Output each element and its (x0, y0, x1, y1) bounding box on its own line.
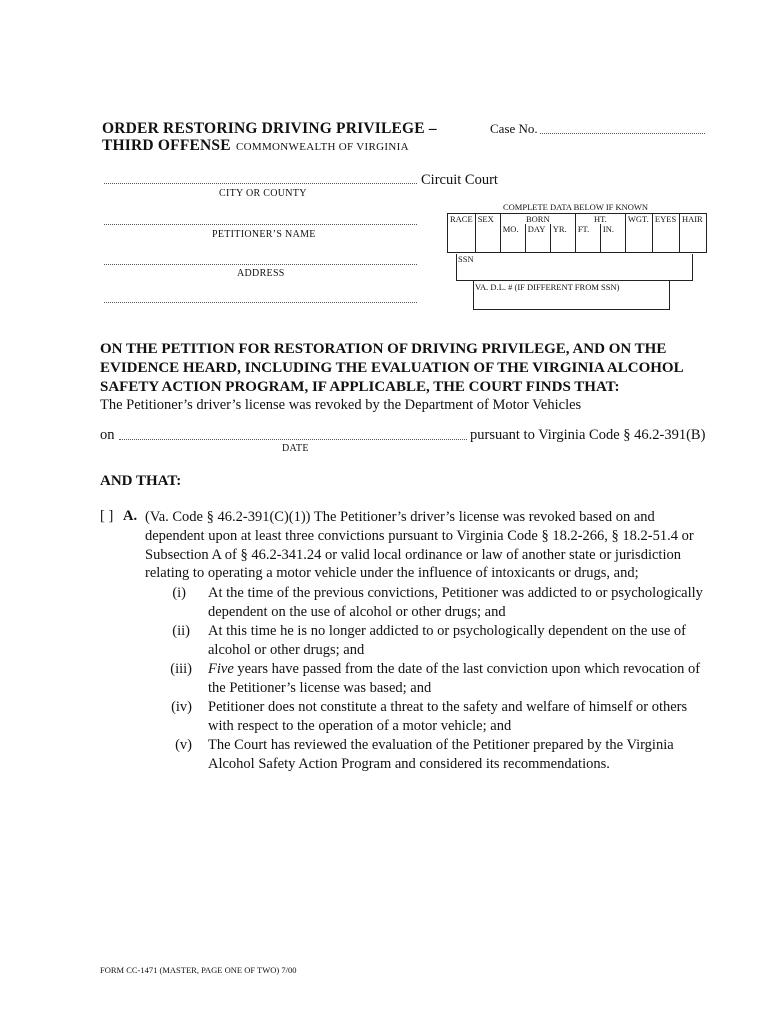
item-v-text: The Court has reviewed the evaluation of the Petitioner prepared by the Virginia Alcohol Safety Action Program and considered its recommendations. (208, 737, 674, 772)
option-a-line4: relating to operating a motor vehicle under the influence of intoxicants or drugs, and; (145, 565, 639, 581)
height-header: HT. (575, 214, 625, 225)
petitioner-name-field[interactable] (104, 224, 417, 225)
item-i-text: At the time of the previous convictions, Petitioner was addicted to or psychologically dependent on the use of alcohol or other drugs; and (208, 585, 703, 620)
personal-data-grid (447, 213, 707, 253)
findings-heading-line2: EVIDENCE HEARD, INCLUDING THE EVALUATION OF THE VIRGINIA ALCOHOL (100, 360, 684, 376)
on-label: on (100, 427, 115, 443)
city-county-label: CITY OR COUNTY (219, 188, 307, 199)
revocation-date-field[interactable] (119, 439, 467, 440)
height-feet-cell[interactable]: FT. (575, 224, 600, 253)
hair-cell[interactable]: HAIR (679, 214, 706, 253)
and-that-heading: AND THAT: (100, 473, 182, 489)
born-month-cell[interactable]: MO. (500, 224, 525, 253)
item-iv-text: Petitioner does not constitute a threat to the safety and welfare of himself or others with respect to the operation of a motor vehicle; and (208, 699, 688, 734)
commonwealth-label: COMMONWEALTH OF VIRGINIA (236, 141, 409, 153)
option-a-line2: dependent upon at least three convictions pursuant to Virginia Code § 18.2-266, § 18.2-51.4 or (145, 528, 694, 544)
item-ii-text: At this time he is no longer addicted to or psychologically dependent on the use of alcohol or other drugs; and (208, 623, 686, 658)
option-a-letter: A. (123, 508, 138, 524)
born-header: BORN (500, 214, 575, 225)
address-label: ADDRESS (237, 268, 285, 279)
item-iv-number: (iv) (171, 699, 192, 715)
complete-data-caption: COMPLETE DATA BELOW IF KNOWN (503, 202, 649, 212)
circuit-court-label: Circuit Court (421, 172, 498, 188)
va-dl-box[interactable] (473, 281, 670, 310)
form-id-footer: FORM CC-1471 (MASTER, PAGE ONE OF TWO) 7/00 (100, 965, 297, 975)
findings-heading-line1: ON THE PETITION FOR RESTORATION OF DRIVING PRIVILEGE, AND ON THE (100, 341, 667, 357)
eyes-cell[interactable]: EYES (652, 214, 679, 253)
born-day-cell[interactable]: DAY (525, 224, 550, 253)
address-field-1[interactable] (104, 264, 417, 265)
item-ii-number: (ii) (172, 623, 190, 639)
ssn-box[interactable] (456, 254, 693, 281)
findings-heading-line3: SAFETY ACTION PROGRAM, IF APPLICABLE, THE COURT FINDS THAT: (100, 379, 620, 395)
case-no-label: Case No. (490, 121, 538, 136)
option-a-line1: (Va. Code § 46.2-391(C)(1)) The Petitioner’s driver’s license was revoked based on and (145, 509, 655, 525)
born-year-cell[interactable]: YR. (550, 224, 575, 253)
option-a-line3: Subsection A of § 46.2-341.24 or valid local ordinance or law of another state or jurisdiction (145, 547, 681, 563)
city-county-field[interactable] (104, 183, 417, 184)
sex-cell[interactable]: SEX (475, 214, 500, 253)
case-no-field[interactable] (540, 133, 705, 134)
item-i-number: (i) (172, 585, 186, 601)
item-v-number: (v) (175, 737, 192, 753)
revoked-statement: The Petitioner’s driver’s license was revoked by the Department of Motor Vehicles (100, 397, 582, 413)
va-dl-label: VA. D.L. # (IF DIFFERENT FROM SSN) (475, 282, 620, 292)
pursuant-code-text: pursuant to Virginia Code § 46.2-391(B) (470, 427, 706, 443)
date-label: DATE (282, 443, 309, 454)
form-title-line1: ORDER RESTORING DRIVING PRIVILEGE – (102, 120, 437, 137)
race-cell[interactable]: RACE (448, 214, 476, 253)
ssn-label: SSN (458, 254, 474, 264)
item-iii-number: (iii) (170, 661, 192, 677)
address-field-2[interactable] (104, 302, 417, 303)
item-iii-text (208, 660, 708, 697)
height-inches-cell[interactable]: IN. (600, 224, 625, 253)
weight-cell[interactable]: WGT. (625, 214, 652, 253)
item-iii-body: years have passed from the date of the last conviction upon which revocation of the Petitioner’s license was based; and (208, 661, 701, 696)
item-iii-emphasis: Five (208, 661, 234, 677)
option-a-checkbox[interactable]: [ ] (100, 508, 114, 524)
petitioner-name-label: PETITIONER’S NAME (212, 229, 316, 240)
form-title-line2: THIRD OFFENSE (102, 137, 231, 154)
